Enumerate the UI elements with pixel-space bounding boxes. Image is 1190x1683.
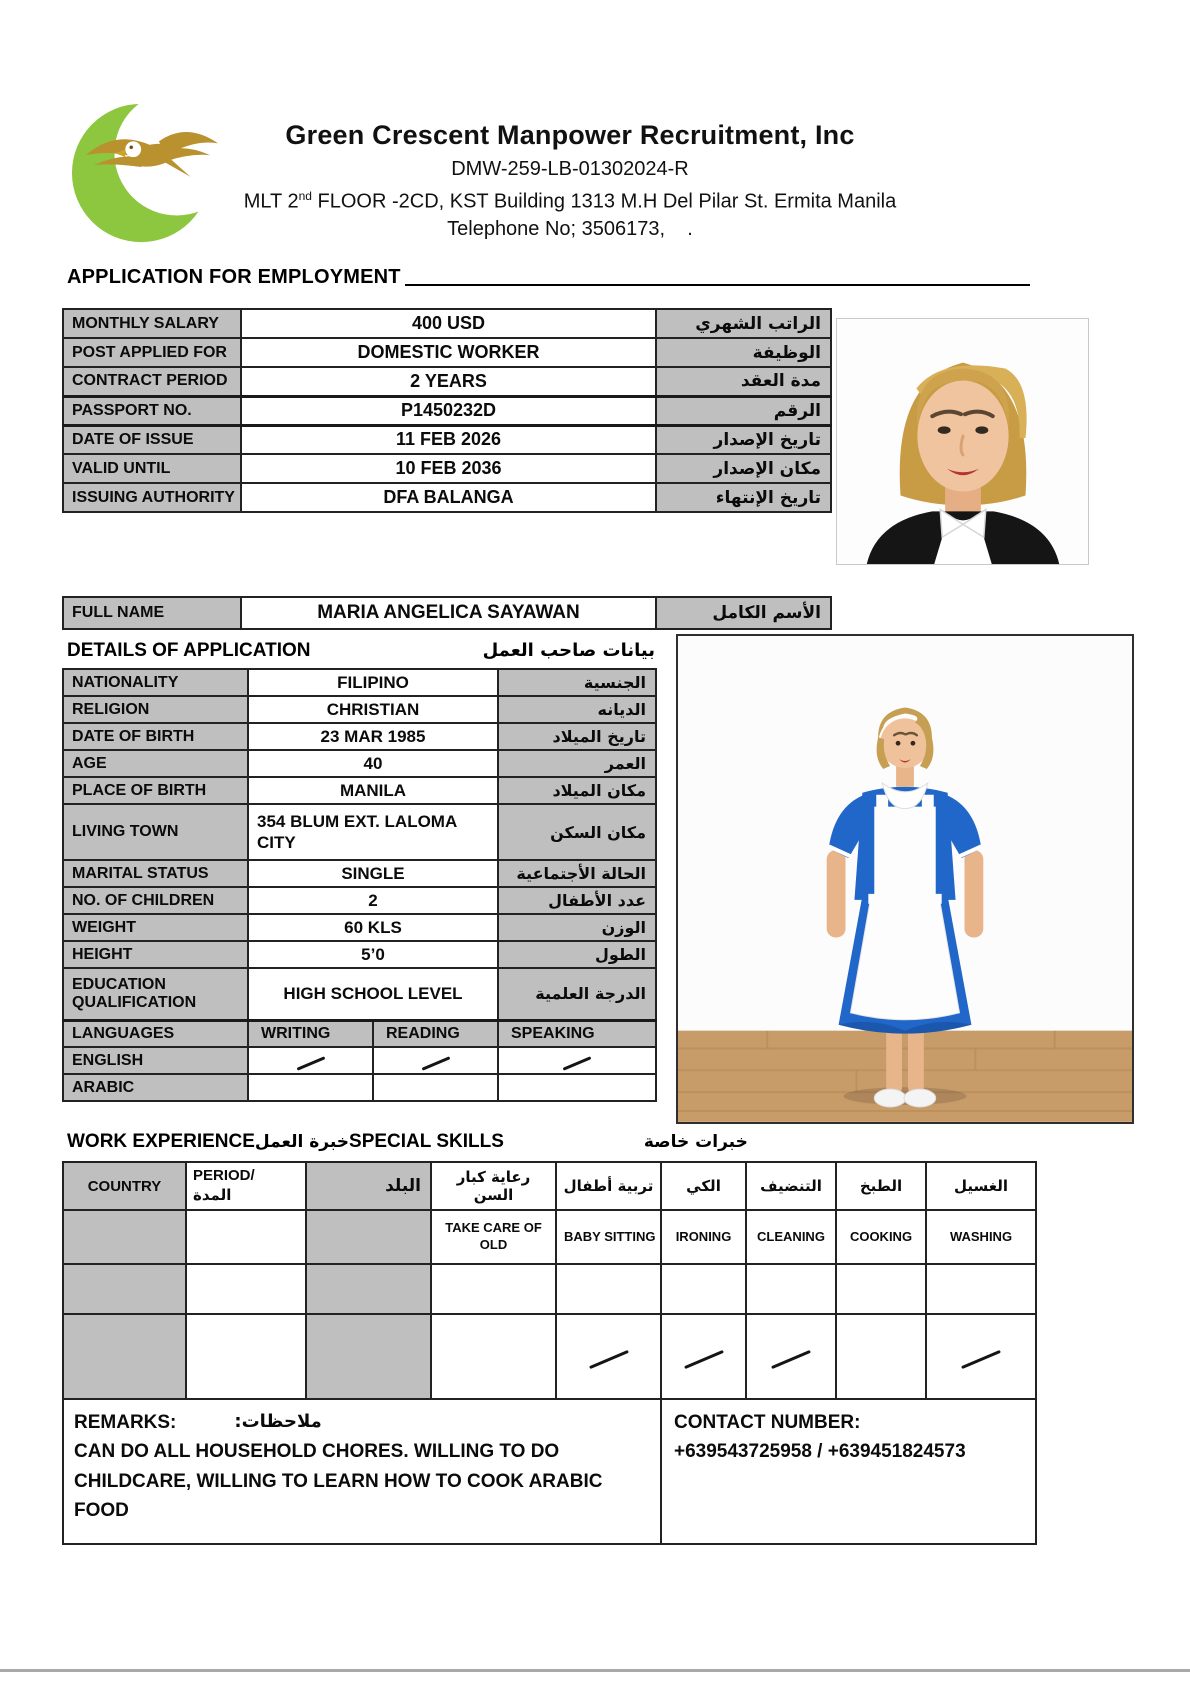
languages-header-row: [63, 1020, 656, 1047]
living-town-value: 354 BLUM EXT. LALOMA CITY: [248, 804, 498, 860]
table-row: [63, 597, 831, 629]
skill-empty-cell: [431, 1264, 556, 1314]
education-value: HIGH SCHOOL LEVEL: [248, 968, 498, 1020]
full-name-label: FULL NAME: [63, 597, 241, 629]
date-of-issue-label: DATE OF ISSUE: [63, 425, 241, 454]
table-row: [63, 396, 831, 425]
post-applied-arabic: الوظيفة: [656, 338, 831, 367]
take-care-of-old-arabic: رعاية كبار السن: [431, 1162, 556, 1210]
weight-label: WEIGHT: [63, 914, 248, 941]
letterhead: [235, 120, 905, 243]
check-mark-icon: [296, 1056, 325, 1070]
form-title-row: [67, 266, 1030, 290]
height-label: HEIGHT: [63, 941, 248, 968]
weight-value: 60 KLS: [248, 914, 498, 941]
work-table-check-row: [63, 1314, 1036, 1399]
english-language-row: [63, 1047, 656, 1074]
full-name-arabic: الأسم الكامل: [656, 597, 831, 629]
details-title: DETAILS OF APPLICATION: [67, 640, 311, 661]
arabic-label: ARABIC: [63, 1074, 248, 1101]
contract-period-arabic: مدة العقد: [656, 367, 831, 396]
issuing-authority-label: ISSUING AUTHORITY: [63, 483, 241, 512]
ironing-label: IRONING: [661, 1210, 746, 1264]
contract-period-label: CONTRACT PERIOD: [63, 367, 241, 396]
period-empty-cell: [186, 1264, 306, 1314]
country-arabic-empty-cell: [306, 1314, 431, 1399]
check-mark-icon: [421, 1056, 450, 1070]
english-label: ENGLISH: [63, 1047, 248, 1074]
skill-empty-cell: [746, 1264, 836, 1314]
company-logo: [70, 92, 228, 250]
details-table: [62, 668, 657, 1102]
nationality-label: NATIONALITY: [63, 669, 248, 696]
country-arabic-header: البلد: [306, 1162, 431, 1210]
living-town-label: LIVING TOWN: [63, 804, 248, 860]
arabic-language-row: [63, 1074, 656, 1101]
baby-sitting-label: BABY SITTING: [556, 1210, 661, 1264]
writing-column-header: WRITING: [248, 1020, 373, 1047]
special-skills-title: SPECIAL SKILLS: [349, 1131, 504, 1152]
skill-empty-cell: [836, 1264, 926, 1314]
work-experience-title-arabic: خبرة العمل: [254, 1132, 350, 1152]
take-care-of-old-label: TAKE CARE OF OLD: [431, 1210, 556, 1264]
table-row: [63, 941, 656, 968]
cleaning-check-cell: [746, 1314, 836, 1399]
children-label: NO. OF CHILDREN: [63, 887, 248, 914]
table-row: [63, 454, 831, 483]
religion-value: CHRISTIAN: [248, 696, 498, 723]
work-experience-table: [62, 1161, 1037, 1545]
baby-sitting-arabic: تربية أطفال: [556, 1162, 661, 1210]
table-row: [63, 338, 831, 367]
country-empty-cell: [63, 1264, 186, 1314]
languages-label: LANGUAGES: [63, 1020, 248, 1047]
issuing-authority-arabic: تاريخ الإنتهاء: [656, 483, 831, 512]
date-of-birth-value: 23 MAR 1985: [248, 723, 498, 750]
form-title: APPLICATION FOR EMPLOYMENT: [67, 266, 401, 288]
table-row: [63, 367, 831, 396]
work-table-header-row: [63, 1162, 1036, 1210]
details-title-arabic: بيانات صاحب العمل: [482, 640, 655, 661]
passport-no-label: PASSPORT NO.: [63, 396, 241, 425]
age-arabic: العمر: [498, 750, 656, 777]
english-reading-cell: [373, 1047, 498, 1074]
speaking-column-header: SPEAKING: [498, 1020, 656, 1047]
period-column-header: PERIOD/ المدة: [186, 1162, 306, 1210]
ironing-arabic: الكي: [661, 1162, 746, 1210]
marital-status-label: MARITAL STATUS: [63, 860, 248, 887]
cooking-arabic: الطبخ: [836, 1162, 926, 1210]
cooking-label: COOKING: [836, 1210, 926, 1264]
table-row: [63, 860, 656, 887]
children-value: 2: [248, 887, 498, 914]
contact-cell: [661, 1399, 1036, 1544]
green-crescent-eagle-logo: [70, 92, 228, 250]
table-row: [63, 309, 831, 338]
date-of-issue-value: 11 FEB 2026: [241, 425, 656, 454]
table-row: [63, 696, 656, 723]
full-name-table: [62, 596, 832, 630]
eagle-head: [125, 141, 141, 157]
period-empty-cell: [186, 1210, 306, 1264]
table-row: [63, 483, 831, 512]
country-column-header: COUNTRY: [63, 1162, 186, 1210]
washing-arabic: الغسيل: [926, 1162, 1036, 1210]
check-mark-icon: [961, 1349, 1001, 1368]
work-table-english-row: [63, 1210, 1036, 1264]
post-applied-label: POST APPLIED FOR: [63, 338, 241, 367]
monthly-salary-arabic: الراتب الشهري: [656, 309, 831, 338]
table-row: [63, 804, 656, 860]
remarks-label-arabic: ملاحظات:: [234, 1411, 322, 1432]
place-of-birth-label: PLACE OF BIRTH: [63, 777, 248, 804]
contact-number-value: +639543725958 / +639451824573: [674, 1441, 966, 1463]
washing-label: WASHING: [926, 1210, 1036, 1264]
skill-empty-cell: [556, 1264, 661, 1314]
take-care-of-old-check-cell: [431, 1314, 556, 1399]
marital-status-arabic: الحالة الأجتماعية: [498, 860, 656, 887]
special-skills-title-arabic: خبرات خاصة: [643, 1132, 748, 1152]
table-row: [63, 425, 831, 454]
applicant-fullbody-photo: [676, 634, 1134, 1124]
education-label: EDUCATION QUALIFICATION: [63, 968, 248, 1020]
skill-empty-cell: [661, 1264, 746, 1314]
remarks-cell: [63, 1399, 661, 1544]
table-row: [63, 887, 656, 914]
title-underline: [405, 284, 1030, 286]
passport-no-arabic: الرقم: [656, 396, 831, 425]
date-of-birth-arabic: تاريخ الميلاد: [498, 723, 656, 750]
cleaning-label: CLEANING: [746, 1210, 836, 1264]
country-arabic-empty-cell: [306, 1264, 431, 1314]
place-of-birth-arabic: مكان الميلاد: [498, 777, 656, 804]
post-applied-value: DOMESTIC WORKER: [241, 338, 656, 367]
company-address: MLT 2nd FLOOR -2CD, KST Building 1313 M.H Del Pilar St. Ermita Manila: [243, 189, 897, 213]
contract-period-value: 2 YEARS: [241, 367, 656, 396]
check-mark-icon: [563, 1056, 592, 1070]
work-experience-title: WORK EXPERIENCE: [67, 1131, 255, 1152]
living-town-arabic: مكان السكن: [498, 804, 656, 860]
height-value: 5’0: [248, 941, 498, 968]
page-bottom-edge: [0, 1669, 1190, 1672]
reading-column-header: READING: [373, 1020, 498, 1047]
valid-until-label: VALID UNTIL: [63, 454, 241, 483]
education-arabic: الدرجة العلمية: [498, 968, 656, 1020]
remarks-text-line1: CAN DO ALL HOUSEHOLD CHORES. WILLING TO DO: [74, 1441, 560, 1463]
check-mark-icon: [771, 1349, 811, 1368]
table-row: [63, 914, 656, 941]
nationality-arabic: الجنسية: [498, 669, 656, 696]
baby-sitting-check-cell: [556, 1314, 661, 1399]
english-speaking-cell: [498, 1047, 656, 1074]
remarks-label: REMARKS:: [74, 1412, 177, 1433]
cooking-check-cell: [836, 1314, 926, 1399]
table-row: [63, 968, 656, 1020]
skill-empty-cell: [926, 1264, 1036, 1314]
company-telephone: Telephone No; 3506173, .: [447, 217, 693, 240]
license-number: DMW-259-LB-01302024-R: [451, 158, 689, 180]
full-name-value: MARIA ANGELICA SAYAWAN: [241, 597, 656, 629]
table-row: [63, 750, 656, 777]
weight-arabic: الوزن: [498, 914, 656, 941]
monthly-salary-value: 400 USD: [241, 309, 656, 338]
remarks-text-line2: CHILDCARE, WILLING TO LEARN HOW TO COOK ARABIC FOOD: [74, 1470, 603, 1522]
work-experience-heading: [67, 1131, 748, 1153]
country-empty-cell: [63, 1210, 186, 1264]
children-arabic: عدد الأطفال: [498, 887, 656, 914]
company-name: Green Crescent Manpower Recruitment, Inc: [285, 120, 855, 150]
height-arabic: الطول: [498, 941, 656, 968]
date-of-birth-label: DATE OF BIRTH: [63, 723, 248, 750]
applicant-portrait-photo: [836, 318, 1089, 565]
issuing-authority-value: DFA BALANGA: [241, 483, 656, 512]
table-row: [63, 669, 656, 696]
country-empty-cell: [63, 1314, 186, 1399]
religion-arabic: الديانه: [498, 696, 656, 723]
details-section-heading: [67, 640, 655, 662]
valid-until-value: 10 FEB 2036: [241, 454, 656, 483]
valid-until-arabic: مكان الإصدار: [656, 454, 831, 483]
country-arabic-empty-cell: [306, 1210, 431, 1264]
work-table-empty-row: [63, 1264, 1036, 1314]
period-empty-cell: [186, 1314, 306, 1399]
age-label: AGE: [63, 750, 248, 777]
arabic-writing-cell: [248, 1074, 373, 1101]
place-of-birth-value: MANILA: [248, 777, 498, 804]
check-mark-icon: [684, 1349, 724, 1368]
arabic-reading-cell: [373, 1074, 498, 1101]
passport-no-value: P1450232D: [241, 396, 656, 425]
remarks-row: [63, 1399, 1036, 1544]
contact-number-label: CONTACT NUMBER:: [674, 1412, 861, 1433]
passport-info-table: [62, 308, 832, 513]
monthly-salary-label: MONTHLY SALARY: [63, 309, 241, 338]
washing-check-cell: [926, 1314, 1036, 1399]
marital-status-value: SINGLE: [248, 860, 498, 887]
table-row: [63, 723, 656, 750]
ironing-check-cell: [661, 1314, 746, 1399]
nationality-value: FILIPINO: [248, 669, 498, 696]
arabic-speaking-cell: [498, 1074, 656, 1101]
age-value: 40: [248, 750, 498, 777]
religion-label: RELIGION: [63, 696, 248, 723]
english-writing-cell: [248, 1047, 373, 1074]
check-mark-icon: [589, 1349, 629, 1368]
table-row: [63, 777, 656, 804]
cleaning-arabic: التنضيف: [746, 1162, 836, 1210]
date-of-issue-arabic: تاريخ الإصدار: [656, 425, 831, 454]
